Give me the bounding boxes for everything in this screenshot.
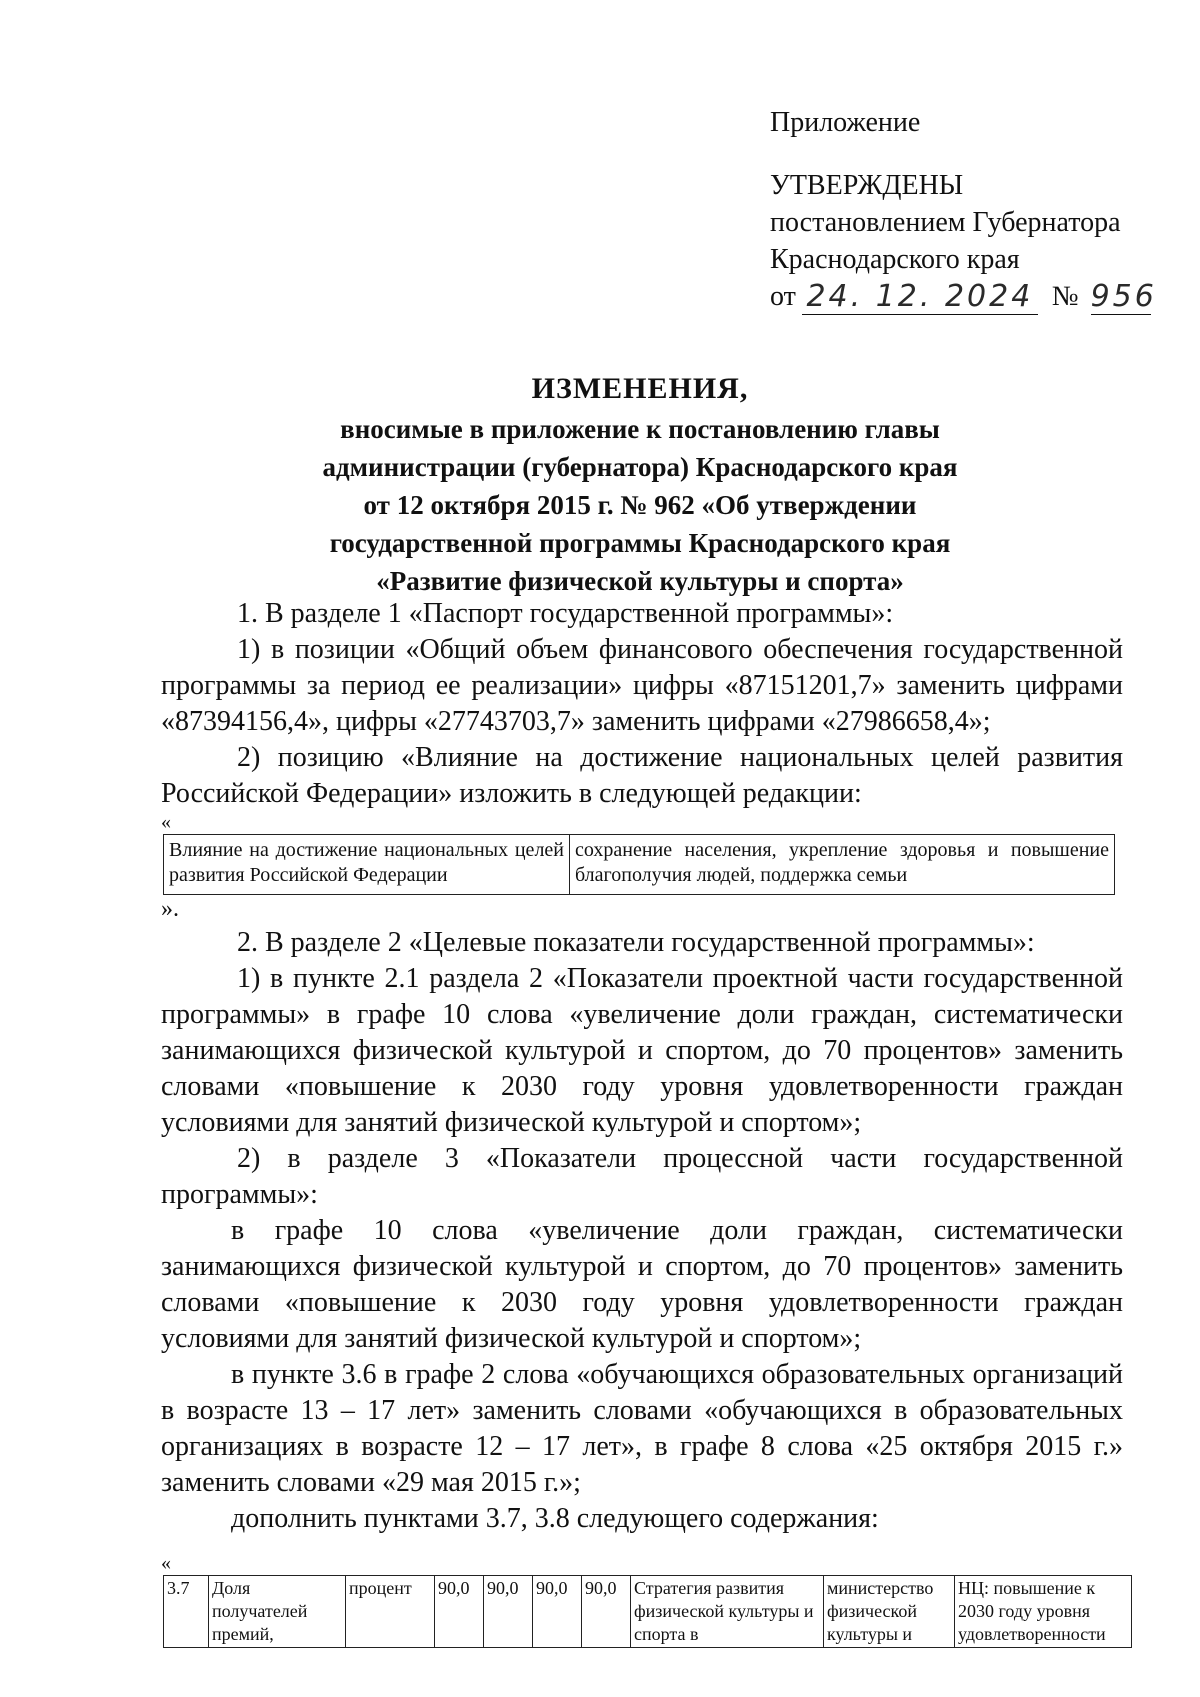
section1-item2: 2) позицию «Влияние на достижение национальных целей развития Российской Федерации» изложить в следующей редакции: (161, 742, 1123, 809)
open-quote-1: « (161, 811, 171, 833)
section2-item1: 1) в пункте 2.1 раздела 2 «Показатели проектной части государственной программы» в графе 10 слова «увеличение доли граждан, систематически занимающихся физической культурой и спортом, до 70 процентов» заменить словами «повышение к 2030 году уровня удовлетворенности граждан условиями для занятий физической культурой и спортом»; (161, 963, 1123, 1138)
approved-by-line1: постановлением Губернатора (770, 207, 1121, 238)
organization-cell: министерство физической культуры и (824, 1576, 955, 1648)
handwritten-number: 956 (1090, 279, 1157, 314)
document-title (160, 368, 1120, 600)
unit-cell: процент (346, 1576, 435, 1648)
section2-sub2: в пункте 3.6 в графе 2 слова «обучающихся образовательных организаций в возрасте 13 – 17 лет» заменить словами «обучающихся в образовательных организациях в возрасте 12 – 17 лет», в графе 8 слова «25 октября 2015 г.» заменить словами «29 мая 2015 г.»; (161, 1359, 1123, 1498)
value-cell-3: 90,0 (533, 1576, 582, 1648)
title-line-2: администрации (губернатора) Краснодарского края (322, 452, 958, 482)
table-cell-value: сохранение населения, укрепление здоровья и повышение благополучия людей, поддержка семьи (570, 835, 1115, 895)
title-line-5: «Развитие физической культуры и спорта» (376, 566, 904, 596)
section2-sub3: дополнить пунктами 3.7, 3.8 следующего содержания: (231, 1503, 879, 1534)
title-line-4: государственной программы Краснодарского края (329, 528, 951, 558)
close-quote-1: ». (161, 896, 179, 922)
approved-by-line2: Краснодарского края (770, 244, 1020, 275)
document-body (161, 596, 1123, 1648)
value-cell-1: 90,0 (435, 1576, 484, 1648)
goal-cell: НЦ: повышение к 2030 году уровня удовлетворенности (955, 1576, 1132, 1648)
table-row (164, 835, 1115, 895)
value-cell-2: 90,0 (484, 1576, 533, 1648)
table-row (164, 1576, 1132, 1648)
approved-label: УТВЕРЖДЕНЫ (770, 170, 964, 201)
title-main: ИЗМЕНЕНИЯ, (531, 372, 749, 405)
section2-item2: 2) в разделе 3 «Показатели процессной части государственной программы»: (161, 1143, 1123, 1210)
table-cell-label: Влияние на достижение национальных целей развития Российской Федерации (164, 835, 570, 895)
date-prefix: от (770, 281, 796, 312)
open-quote-2: « (161, 1552, 171, 1574)
number-sign: № (1051, 281, 1079, 312)
document-cell: Стратегия развития физической культуры и спорта в (631, 1576, 824, 1648)
date-number-row (770, 278, 1170, 315)
handwritten-date: 24. 12. 2024 (802, 280, 1038, 315)
title-line-1: вносимые в приложение к постановлению главы (340, 414, 940, 444)
row-number: 3.7 (164, 1576, 209, 1648)
indicator-name: Доля получателей премий, (209, 1576, 346, 1648)
national-goals-table (163, 834, 1115, 895)
section2-heading: 2. В разделе 2 «Целевые показатели государственной программы»: (237, 927, 1035, 958)
section2-sub1: в графе 10 слова «увеличение доли граждан, систематически занимающихся физической культурой и спортом, до 70 процентов» заменить словами «повышение к 2030 году уровня удовлетворенности граждан условиями для занятий физической культурой и спортом»; (161, 1215, 1123, 1354)
approval-block (770, 104, 1170, 315)
appendix-label: Приложение (770, 107, 921, 138)
section1-heading: 1. В разделе 1 «Паспорт государственной программы»: (237, 598, 894, 629)
value-cell-4: 90,0 (582, 1576, 631, 1648)
title-line-3: от 12 октября 2015 г. № 962 «Об утверждении (363, 490, 917, 520)
indicators-table (163, 1575, 1132, 1648)
section1-item1: 1) в позиции «Общий объем финансового обеспечения государственной программы за период ее реализации» цифры «87151201,7» заменить цифрами «87394156,4», цифры «27743703,7» заменить цифрами «27986658,4»; (161, 634, 1123, 737)
